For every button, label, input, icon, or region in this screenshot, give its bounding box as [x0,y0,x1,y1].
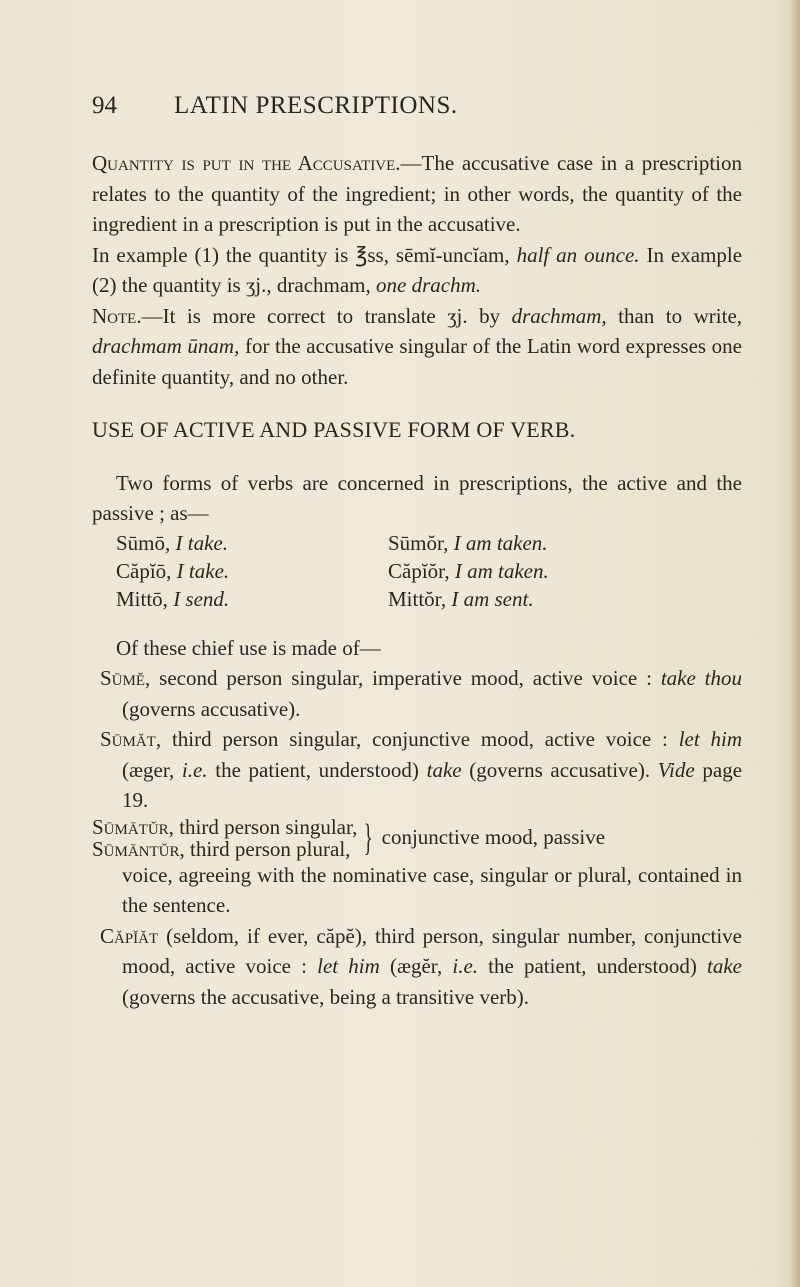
example-paragraph [92,240,742,301]
note-paragraph [92,301,742,393]
latin-form: Sūmō, [116,530,171,555]
chief-use-intro: Of these chief use is made of— [116,635,381,660]
sumat-text-2: (æger, [122,757,175,782]
sumat-italic-1: let him [678,727,743,751]
page-header [92,92,612,122]
note-lead: Note. [92,303,142,328]
active-forms-column [116,529,388,613]
english-form: I am taken. [453,530,548,555]
sumat-vide: Vide [657,757,695,782]
sumatur-text: third person singular, [179,814,358,839]
running-title: LATIN PRESCRIPTIONS. [174,92,458,119]
note-text-1: —It is more correct to translate ʒj. by [141,303,501,328]
passive-form [388,557,660,585]
english-form: I take. [176,558,230,583]
capiat-text-2: (ægĕr, [389,954,443,978]
sumat-italic-2: i.e. [181,757,208,782]
note-text-2: than to write, [618,303,743,328]
brace-symbol: } [363,816,374,859]
english-form: I take. [175,530,228,555]
active-form [116,529,388,557]
active-form [116,585,388,613]
section-heading: USE OF ACTIVE AND PASSIVE FORM OF VERB. [92,417,576,442]
sumantur-lead: Sūmāntŭr, [92,836,185,861]
page-body [92,148,742,1012]
sumatur-entry [92,816,742,860]
sumat-page: page 19. [122,757,743,812]
example-2-italic: one drachm. [376,273,481,297]
english-form: I am sent. [451,586,534,611]
passive-shared-text: conjunctive mood, passive [381,825,606,850]
latin-form: Mittō, [116,586,168,611]
sumat-text: third person singular, conjunctive mood, active voice : [171,727,668,751]
verb-intro: Two forms of verbs are concerned in prescriptions, the active and the passive ; as— [92,470,742,525]
sume-entry [92,663,742,724]
page-edge [788,0,800,1287]
capiat-lead: Căpĭăt [100,923,159,948]
example-1-italic: half an ounce. [516,242,640,267]
example-1-text: In example (1) the quantity is ℥ss, sēmĭ-uncĭam, [92,242,510,267]
sumat-text-3: the patient, understood) [215,757,419,782]
quantity-text: —The accusative case in a prescription relates to the quantity of the ingredient; in other words, the quantity of the ingredient in a prescription is put in the accusative. [92,151,742,236]
passive-form [388,529,660,557]
note-italic-2: drachmam ūnam, [92,334,240,358]
capiat-text: (seldom, if ever, căpĕ), third person, singular number, conjunctive mood, active voice : [122,923,743,978]
capiat-text-3: the patient, understood) [488,954,697,978]
note-text-3: for the accusative singular of the Latin word expresses one definite quantity, and no other. [92,334,742,389]
verb-forms-table [116,529,742,613]
latin-form: Căpĭō, [116,558,172,583]
example-2-text: In example (2) the quantity is ʒj., drachmam, [92,242,743,297]
sumatur-forms [92,816,357,860]
sumatur-lead: Sūmātŭr, [92,814,174,839]
capiat-italic-1: let him [317,954,380,978]
sume-tail: (governs accusative). [122,696,301,721]
sume-text: second person singular, imperative mood, active voice : [159,666,652,690]
capiat-italic-3: take [707,954,742,978]
quantity-lead: Quantity is put in the Accusative. [92,151,401,175]
sume-italic: take thou [660,666,743,690]
capiat-text-4: (governs the accusative, being a transitive verb). [122,984,530,1009]
latin-form: Căpĭŏr, [388,558,450,583]
sume-lead: Sūmĕ, [100,666,151,690]
sumat-text-4: (governs accusative). [469,757,651,782]
capiat-italic-2: i.e. [452,954,479,978]
passive-forms-column [388,529,660,613]
latin-form: Sūmŏr, [388,530,449,555]
sumatur-line [92,816,357,838]
sumantur-text: third person plural, [190,836,351,861]
active-form [116,557,388,585]
sumat-italic-3: take [426,757,462,782]
sumat-entry [92,724,742,816]
english-form: I send. [173,586,230,611]
page-number: 94 [92,92,117,119]
passive-tail: voice, agreeing with the nominative case, singular or plural, contained in the sentence. [122,862,742,917]
latin-form: Mittŏr, [388,586,447,611]
sumantur-line [92,838,357,860]
passive-form [388,585,660,613]
capiat-entry [92,921,742,1013]
sumat-lead: Sūmăt, [100,727,162,751]
quantity-paragraph [92,148,742,240]
english-form: I am taken. [454,558,549,583]
note-italic-1: drachmam, [511,303,607,328]
